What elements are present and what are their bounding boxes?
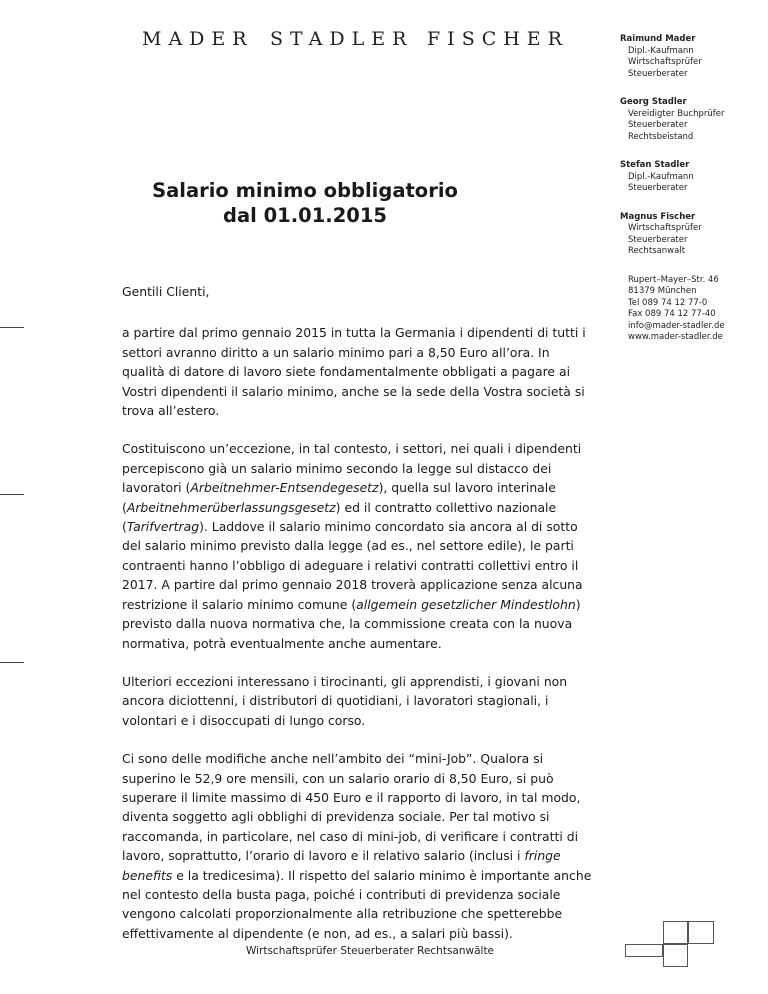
fold-mark bbox=[0, 327, 24, 328]
paragraph-text: ). Laddove il salario minimo concordato sia ancora al di sotto del salario minimo previsto dalla legge (ad es., nel settore edile), le parti contraenti hanno l’obbligo di adeguare i relativi contratti collettivi entro il 2017. A partire dal primo gennaio 2018 troverà applicazione senza alcuna restrizione il salario minimo comune ( bbox=[122, 519, 583, 612]
partner-role: Wirtschaftsprüfer bbox=[628, 223, 702, 233]
paragraph-text: Ci sono delle modifiche anche nell’ambito dei “mini-Job”. Qualora si superino le 52,9 ore mensili, con un salario orario di 8,50 Euro, si può superare il limite massimo di 450 Euro e il rapporto di lavoro, in tal modo, diventa soggetto agli obblighi di previdenza sociale. Per tal motivo si raccomanda, in particolare, nel caso di mini-job, di verificare i contratti di lavoro, soprattutto, l’orario di lavoro e il relativo salario (inclusi i bbox=[122, 751, 581, 864]
letter-body bbox=[122, 282, 592, 962]
paragraph-3: Ulteriori eccezioni interessano i tirocinanti, gli apprendisti, i giovani non ancora diciottenni, i distributori di quotidiani, i lavoratori stagionali, i volontari e i disoccupati di lungo corso. bbox=[122, 673, 568, 728]
partner-name: Magnus Fischer bbox=[620, 211, 696, 222]
address-phone: Tel 089 74 12 77-0 bbox=[628, 297, 708, 308]
partner-name: Georg Stadler bbox=[620, 97, 687, 107]
paragraph-text: ), quella sul lavoro interinale ( bbox=[122, 480, 556, 515]
paragraph-italic-term: Arbeitnehmer-Entsendegesetz bbox=[190, 480, 379, 496]
partner-role: Steuerberater bbox=[628, 234, 688, 245]
paragraph-2 bbox=[122, 439, 592, 652]
partner-mader bbox=[620, 34, 760, 80]
partner-stefan-stadler bbox=[620, 160, 760, 195]
logo-bar bbox=[625, 944, 663, 957]
partner-name: Raimund Mader bbox=[620, 34, 696, 44]
firm-name-mader: MADER bbox=[142, 28, 254, 50]
partner-role: Steuerberater bbox=[628, 183, 688, 193]
firm-name-fischer: FISCHER bbox=[427, 28, 569, 50]
partner-role: Dipl.-Kaufmann bbox=[628, 171, 694, 182]
greeting: Gentili Clienti, bbox=[122, 284, 210, 299]
paragraph-text: ) previsto dalla nuova normativa che, la commissione creata con la nuova normativa, potrà eventualmente anche aumentare. bbox=[122, 596, 581, 651]
partner-role: Dipl.-Kaufmann bbox=[628, 45, 694, 56]
document-title bbox=[120, 178, 490, 228]
partner-fischer bbox=[620, 212, 760, 258]
paragraph-text: e la tredicesima). Il rispetto del salario minimo è importante anche nel contesto della busta paga, poiché i contributi di previdenza sociale vengono calcolati proporzionalmente alla retribuzione che spetterebbe effettivamente al dipendente (e non, ad es., a salari più bassi). bbox=[122, 867, 592, 941]
partner-name: Stefan Stadler bbox=[620, 160, 690, 170]
partner-georg-stadler bbox=[620, 97, 760, 143]
paragraph-italic-term: Arbeitnehmerüberlassungsgesetz bbox=[126, 499, 336, 515]
footer-text: Wirtschaftsprüfer Steuerberater Rechtsanwälte bbox=[245, 945, 495, 957]
partner-role: Steuerberater bbox=[628, 120, 688, 130]
paragraph-italic-term: allgemein gesetzlicher Mindestlohn bbox=[356, 596, 576, 612]
letterhead-sidebar bbox=[620, 34, 760, 344]
partner-role: Rechtsbeistand bbox=[628, 131, 694, 142]
logo-square bbox=[663, 921, 688, 944]
partner-role: Wirtschaftsprüfer bbox=[628, 57, 702, 67]
address-website: www.mader-stadler.de bbox=[628, 332, 723, 342]
firm-logo bbox=[625, 921, 715, 967]
title-line-1: Salario minimo obbligatorio bbox=[152, 179, 458, 202]
fold-mark bbox=[0, 662, 24, 663]
paragraph-4 bbox=[122, 749, 592, 943]
address-fax: Fax 089 74 12 77-40 bbox=[628, 309, 716, 319]
address-email: info@mader-stadler.de bbox=[628, 320, 725, 331]
address-city: 81379 München bbox=[628, 286, 697, 296]
partner-role: Rechtsanwalt bbox=[628, 246, 686, 256]
paragraph-text: Costituiscono un’eccezione, in tal contesto, i settori, nei quali i dipendenti percepiscono già un salario minimo secondo la legge sul distacco dei lavoratori ( bbox=[122, 441, 582, 496]
partner-role: Steuerberater bbox=[628, 68, 688, 79]
title-line-2: dal 01.01.2015 bbox=[223, 204, 387, 227]
punch-mark bbox=[0, 494, 24, 495]
logo-square bbox=[688, 921, 714, 944]
paragraph-text: ) ed il contratto collettivo nazionale ( bbox=[122, 499, 557, 535]
firm-address bbox=[620, 275, 760, 344]
paragraph-1: a partire dal primo gennaio 2015 in tutta la Germania i dipendenti di tutti i settori avranno diritto a un salario minimo pari a 8,50 Euro all’ora. In qualità di datore di lavoro siete fondamentalmente obbligati a pagare ai Vostri dipendenti il salario minimo, anche se la sede della Vostra società si trova all’estero. bbox=[122, 325, 586, 419]
address-street: Rupert–Mayer–Str. 46 bbox=[628, 274, 719, 285]
partner-role: Vereidigter Buchprüfer bbox=[628, 108, 725, 119]
firm-name-stadler: STADLER bbox=[270, 28, 414, 50]
paragraph-italic-term: fringe benefits bbox=[122, 848, 561, 883]
paragraph-italic-term: Tarifvertrag bbox=[126, 519, 200, 535]
logo-square bbox=[663, 944, 688, 967]
